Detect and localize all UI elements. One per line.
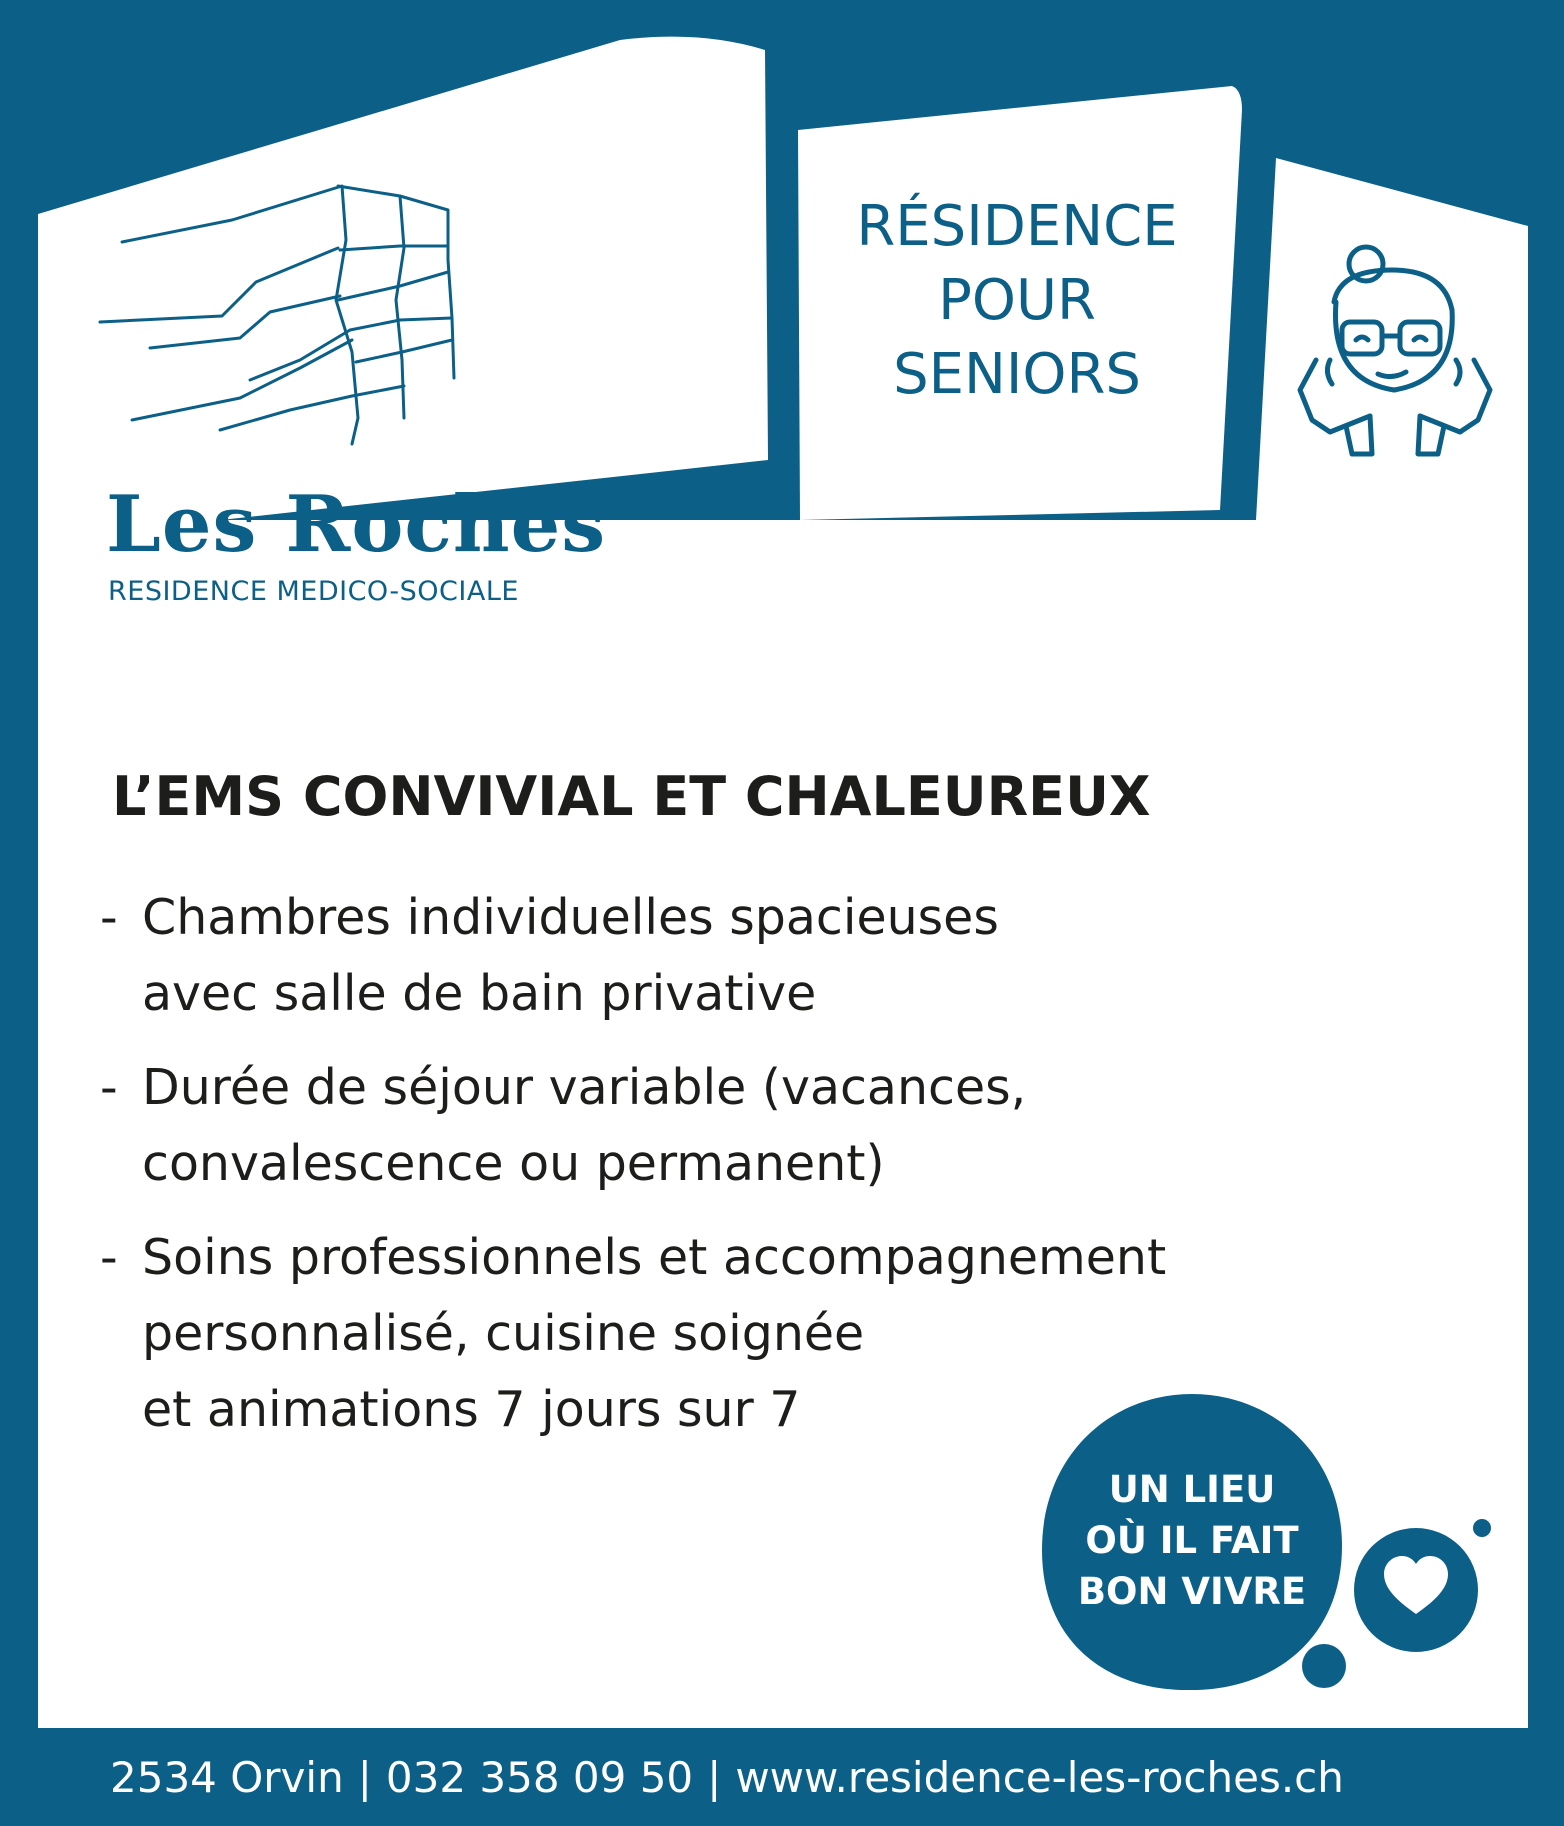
feature-line: Durée de séjour variable (vacances, <box>142 1059 1027 1116</box>
footer-contact <box>110 1748 1344 1808</box>
feature-line: convalescence ou permanent) <box>142 1135 885 1192</box>
feature-line: personnalisé, cuisine soignée <box>142 1305 865 1362</box>
residence-title-line: POUR <box>938 268 1096 333</box>
right-banner <box>1256 158 1528 540</box>
residence-title <box>842 190 1192 412</box>
footer-separator: | <box>357 1753 372 1802</box>
list-item <box>100 880 1400 1032</box>
footer-separator: | <box>707 1753 722 1802</box>
footer-website-link[interactable]: www.residence-les-roches.ch <box>735 1753 1344 1802</box>
feature-line: avec salle de bain privative <box>142 965 817 1022</box>
list-item <box>100 1220 1400 1448</box>
footer-location: 2534 Orvin <box>110 1753 344 1802</box>
bubble-line: UN LIEU <box>1108 1468 1276 1511</box>
list-item <box>100 1050 1400 1202</box>
bubble-line: OÙ IL FAIT <box>1085 1519 1299 1562</box>
bullet-dash: - <box>100 1059 118 1116</box>
bullet-dash: - <box>100 889 118 946</box>
feature-line: et animations 7 jours sur 7 <box>142 1381 801 1438</box>
bubble-slogan <box>1042 1464 1342 1617</box>
bullet-dash: - <box>100 1229 118 1286</box>
feature-line: Soins professionnels et accompagnement <box>142 1229 1167 1286</box>
brand-subtitle: RESIDENCE MEDICO-SOCIALE <box>108 576 519 607</box>
headline: L’EMS CONVIVIAL ET CHALEUREUX <box>112 765 1151 828</box>
footer-phone[interactable]: 032 358 09 50 <box>385 1753 694 1802</box>
bubble-line: BON VIVRE <box>1077 1570 1307 1613</box>
feature-line: Chambres individuelles spacieuses <box>142 889 999 946</box>
residence-title-line: SENIORS <box>893 342 1141 407</box>
residence-title-line: RÉSIDENCE <box>856 194 1178 259</box>
brand-name: Les Roches <box>106 479 607 570</box>
feature-list <box>100 880 1400 1466</box>
